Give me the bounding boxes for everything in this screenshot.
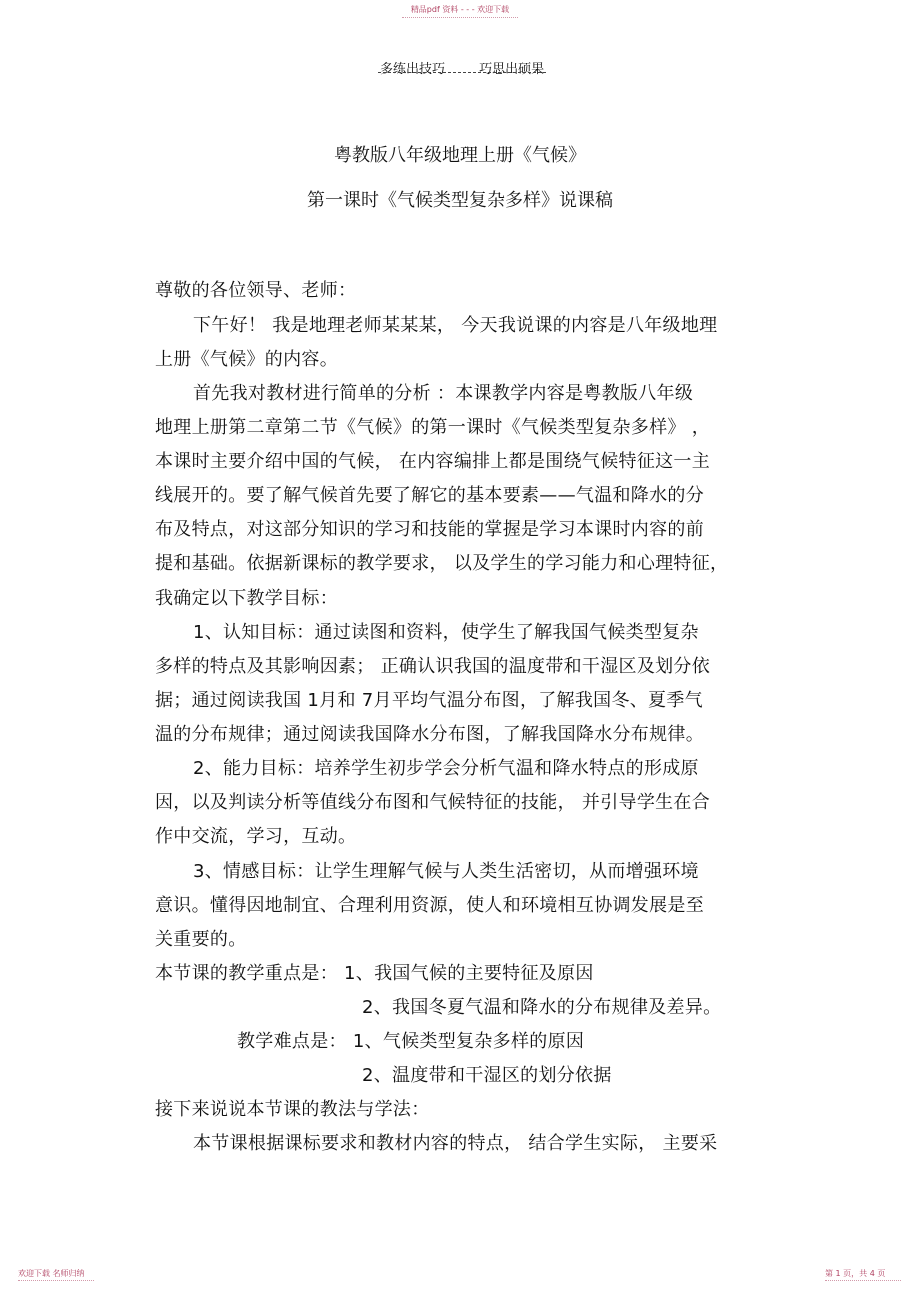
text-line: 布及特点，对这部分知识的学习和技能的掌握是学习本课时内容的前 bbox=[155, 519, 704, 540]
footer-right-dotted-rule bbox=[825, 1280, 901, 1281]
banner-dotted-rule bbox=[402, 17, 518, 18]
text-line: 线展开的。要了解气候首先要了解它的基本要素——气温和降水的分 bbox=[155, 485, 704, 506]
text-line: 温的分布规律；通过阅读我国降水分布图，了解我国降水分布规律。 bbox=[155, 724, 704, 745]
text-line: 据；通过阅读我国 1月和 7月平均气温分布图，了解我国冬、夏季气 bbox=[155, 690, 703, 711]
document-title: 粤教版八年级地理上册《气候》 bbox=[334, 145, 586, 166]
text-line: 2、我国冬夏气温和降水的分布规律及差异。 bbox=[362, 997, 722, 1018]
download-banner: 精品pdf 资料 - - - 欢迎下载 bbox=[410, 5, 510, 14]
text-line: 多样的特点及其影响因素； 正确认识我国的温度带和干湿区及划分依 bbox=[155, 656, 711, 677]
text-line: 首先我对教材进行简单的分析 ：本课教学内容是粤教版八年级 bbox=[193, 383, 694, 404]
text-line: 接下来说说本节课的教法与学法： bbox=[155, 1099, 430, 1120]
text-line: 提和基础。依据新课标的教学要求， 以及学生的学习能力和心理特征， bbox=[155, 553, 729, 574]
text-line: 下午好！ 我是地理老师某某某， 今天我说课的内容是八年级地理 bbox=[193, 315, 718, 336]
text-line: 关重要的。 bbox=[155, 929, 247, 950]
text-line: 因，以及判读分析等值线分布图和气候特征的技能， 并引导学生在合 bbox=[155, 792, 711, 813]
text-line: 2、温度带和干湿区的划分依据 bbox=[362, 1065, 612, 1086]
text-line: 作中交流，学习，互动。 bbox=[155, 826, 357, 847]
text-line: 尊敬的各位领导、老师： bbox=[155, 280, 357, 301]
text-line: 本节课的教学重点是： 1、我国气候的主要特征及原因 bbox=[155, 963, 594, 984]
footer-left-label: 欢迎下载 名师归纳 bbox=[18, 1269, 85, 1278]
footer-left-dotted-rule bbox=[18, 1280, 94, 1281]
text-line: 3、情感目标：让学生理解气候与人类生活密切，从而增强环境 bbox=[193, 861, 699, 882]
text-line: 2、能力目标：培养学生初步学会分析气温和降水特点的形成原 bbox=[193, 758, 699, 779]
text-line: 上册《气候》的内容。 bbox=[155, 349, 338, 370]
text-line: 本课时主要介绍中国的气候， 在内容编排上都是围绕气候特征这一主 bbox=[155, 451, 711, 472]
text-line: 我确定以下教学目标： bbox=[155, 588, 338, 609]
text-line: 地理上册第二章第二节《气候》的第一课时《气候类型复杂多样》 ， bbox=[155, 417, 711, 438]
header-motto-left: 多练出技巧 bbox=[380, 62, 446, 77]
text-line: 1、认知目标：通过读图和资料，使学生了解我国气候类型复杂 bbox=[193, 622, 699, 643]
text-line: 教学难点是： 1、气候类型复杂多样的原因 bbox=[237, 1031, 585, 1052]
page-header bbox=[380, 58, 574, 77]
header-motto-right: 巧思出硕果 bbox=[479, 62, 545, 77]
header-rule bbox=[378, 72, 546, 73]
text-line: 本节课根据课标要求和教材内容的特点， 结合学生实际， 主要采 bbox=[193, 1133, 718, 1154]
document-subtitle: 第一课时《气候类型复杂多样》说课稿 bbox=[307, 190, 613, 211]
page-number: 第 1 页，共 4 页 bbox=[825, 1269, 886, 1278]
text-line: 意识。懂得因地制宜、合理利用资源，使人和环境相互协调发展是至 bbox=[155, 895, 704, 916]
